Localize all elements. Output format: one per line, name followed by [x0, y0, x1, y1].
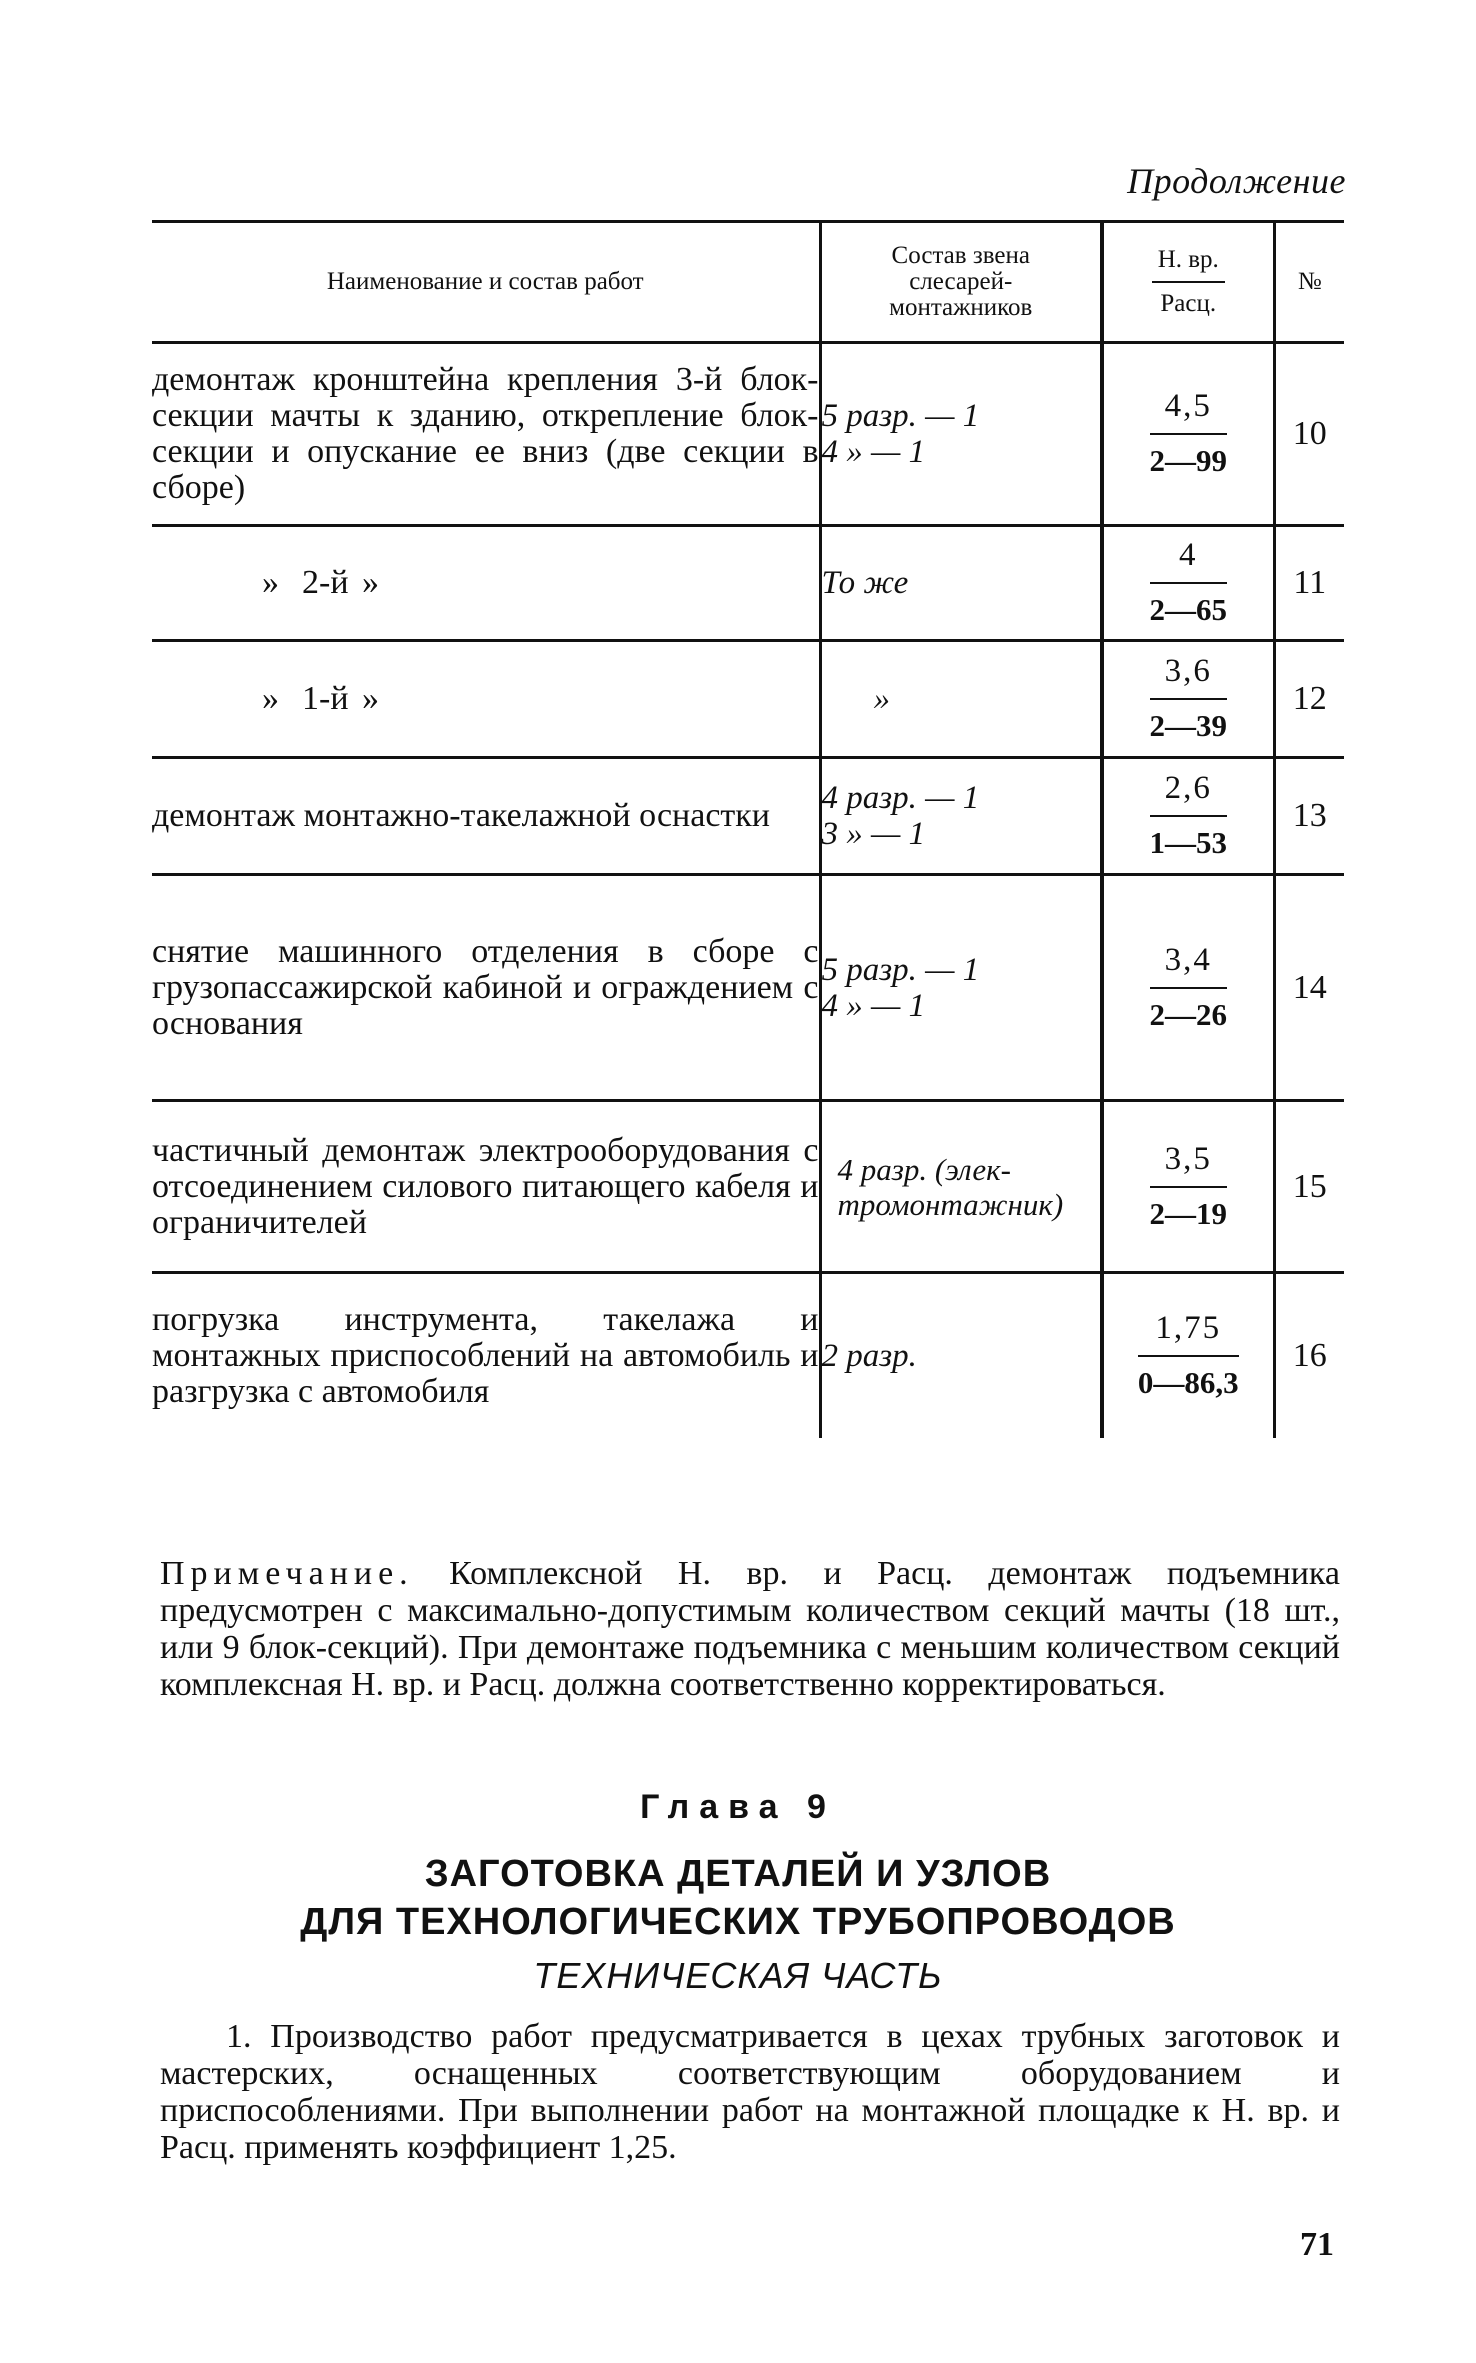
header-name: Наименование и состав работ [326, 267, 644, 295]
chapter-label: Глава 9 [640, 1788, 836, 1826]
work-name-ditto [152, 526, 820, 641]
crew-composition [820, 526, 1102, 641]
chapter-title-line: ЗАГОТОВКА ДЕТАЛЕЙ И УЗЛОВ [424, 1853, 1052, 1895]
header-crew [820, 222, 1102, 343]
ditto-ordinal: 2-й [302, 564, 349, 601]
table-row [152, 343, 1344, 526]
page-number: 71 [1300, 2226, 1334, 2263]
crew-line: 5 разр. — 1 [821, 951, 980, 988]
row-number: 14 [1274, 875, 1344, 1101]
header-rate: Расц. [1160, 290, 1217, 317]
crew-composition [820, 641, 1102, 758]
crew-composition [820, 1101, 1102, 1273]
table-row [152, 1101, 1344, 1273]
norm-fraction [1150, 653, 1228, 744]
table-row [152, 1273, 1344, 1438]
row-number: 15 [1274, 1101, 1344, 1273]
work-name: частичный демонтаж электрооборудования с отсоединением силового питающего кабеля и ограничителей [152, 1131, 819, 1241]
work-name: снятие машинного отделения в сборе с грузопассажирской кабиной и ограждением с основания [152, 932, 819, 1042]
rate-value: 2—39 [1149, 708, 1227, 743]
row-number: 16 [1274, 1273, 1344, 1438]
chapter-title-line: ДЛЯ ТЕХНОЛОГИЧЕСКИХ ТРУБОПРОВОДОВ [300, 1901, 1176, 1943]
header-norm-time: Н. вр. [1152, 247, 1225, 283]
crew-line: 2 разр. [821, 1337, 917, 1374]
rate-value: 2—19 [1149, 1195, 1227, 1231]
crew-line: 5 разр. — 1 [821, 398, 980, 434]
row-number: 10 [1274, 343, 1344, 526]
crew-line: » [873, 681, 890, 717]
norm-cell [1102, 1273, 1274, 1438]
header-norm-fraction [1152, 247, 1225, 318]
norm-fraction [1150, 537, 1228, 628]
header-number: № [1274, 222, 1344, 343]
rate-value: 1—53 [1149, 825, 1227, 860]
crew-line: 4 разр. (элек- [837, 1151, 1011, 1187]
crew-composition [820, 343, 1102, 526]
table-note [160, 1555, 1340, 1703]
norm-time: 4,5 [1150, 388, 1228, 435]
norm-cell [1102, 526, 1274, 641]
ditto-ordinal: 1-й [302, 680, 349, 717]
ditto-mark: » [362, 564, 379, 601]
work-name: погрузка инструмента, такелажа и монтажных приспособлений на автомобиль и разгрузка с автомобиля [152, 1300, 819, 1410]
crew-line: То же [821, 565, 909, 601]
crew-composition [820, 758, 1102, 875]
norm-fraction [1150, 942, 1228, 1033]
table-row [152, 526, 1344, 641]
crew-composition [820, 1273, 1102, 1438]
norm-fraction [1150, 388, 1228, 479]
rate-value: 2—99 [1149, 443, 1227, 478]
header-norm [1102, 222, 1274, 343]
table-row [152, 641, 1344, 758]
ditto-mark: » [262, 564, 279, 601]
crew-line: 3 » — 1 [821, 816, 926, 852]
norm-time: 4 [1150, 537, 1228, 584]
table-row [152, 758, 1344, 875]
norm-time: 3,5 [1150, 1141, 1228, 1188]
norm-cell [1102, 875, 1274, 1101]
norms-table [152, 220, 1344, 1438]
norm-fraction [1138, 1310, 1239, 1401]
work-name: демонтаж кронштейна крепления 3-й блок-секции мачты к зданию, открепление блок-секции и опускание ее вниз (две секции в сборе) [152, 361, 819, 506]
crew-line: 4 разр. — 1 [821, 780, 980, 816]
rate-value: 2—26 [1149, 996, 1227, 1032]
section-subtitle: ТЕХНИЧЕСКАЯ ЧАСТЬ [533, 1955, 943, 1996]
note-label: Примечание. [160, 1555, 414, 1592]
crew-composition [820, 875, 1102, 1101]
norm-fraction [1150, 1141, 1228, 1232]
note-text: Комплексной Н. вр. и Расц. демонтаж подъемника предусмотрен с максимально-допустимым количеством секций мачты (18 шт., или 9 блок-секций). При демонтаже подъемника с меньшим количеством секций комплексная Н. вр. и Расц. должна соответственно корректироваться. [160, 1555, 1341, 1703]
crew-line: 4 » — 1 [821, 434, 926, 470]
table-header-row [152, 222, 1344, 343]
row-number: 13 [1274, 758, 1344, 875]
norm-time: 1,75 [1138, 1310, 1239, 1357]
row-number: 12 [1274, 641, 1344, 758]
work-name: демонтаж монтажно-такелажной оснастки [152, 797, 770, 834]
norm-cell [1102, 758, 1274, 875]
ditto-mark: » [262, 680, 279, 717]
crew-line: тромонтажник) [837, 1186, 1064, 1222]
norm-fraction [1150, 770, 1228, 861]
ditto-mark: » [362, 680, 379, 717]
header-crew-text: Состав звена слесарей-монтажников [889, 241, 1033, 322]
chapter-title [0, 1850, 1476, 1946]
row-number: 11 [1274, 526, 1344, 641]
norm-time: 3,4 [1150, 942, 1228, 989]
crew-line: 4 » — 1 [821, 987, 926, 1024]
continuation-label: Продолжение [1127, 161, 1346, 201]
rate-value: 2—65 [1149, 592, 1227, 627]
norm-time: 2,6 [1150, 770, 1228, 817]
table-row [152, 875, 1344, 1101]
work-name-ditto [152, 641, 820, 758]
norm-cell [1102, 1101, 1274, 1273]
body-paragraph: 1. Производство работ предусматривается в цехах трубных заготовок и мастерских, оснащенных соответствующим оборудованием и приспособлениями. При выполнении работ на монтажной площадке к Н. вр. и Расц. применять коэффициент 1,25. [160, 2018, 1340, 2166]
norm-time: 3,6 [1150, 653, 1228, 700]
rate-value: 0—86,3 [1137, 1364, 1239, 1400]
norm-cell [1102, 343, 1274, 526]
norm-cell [1102, 641, 1274, 758]
